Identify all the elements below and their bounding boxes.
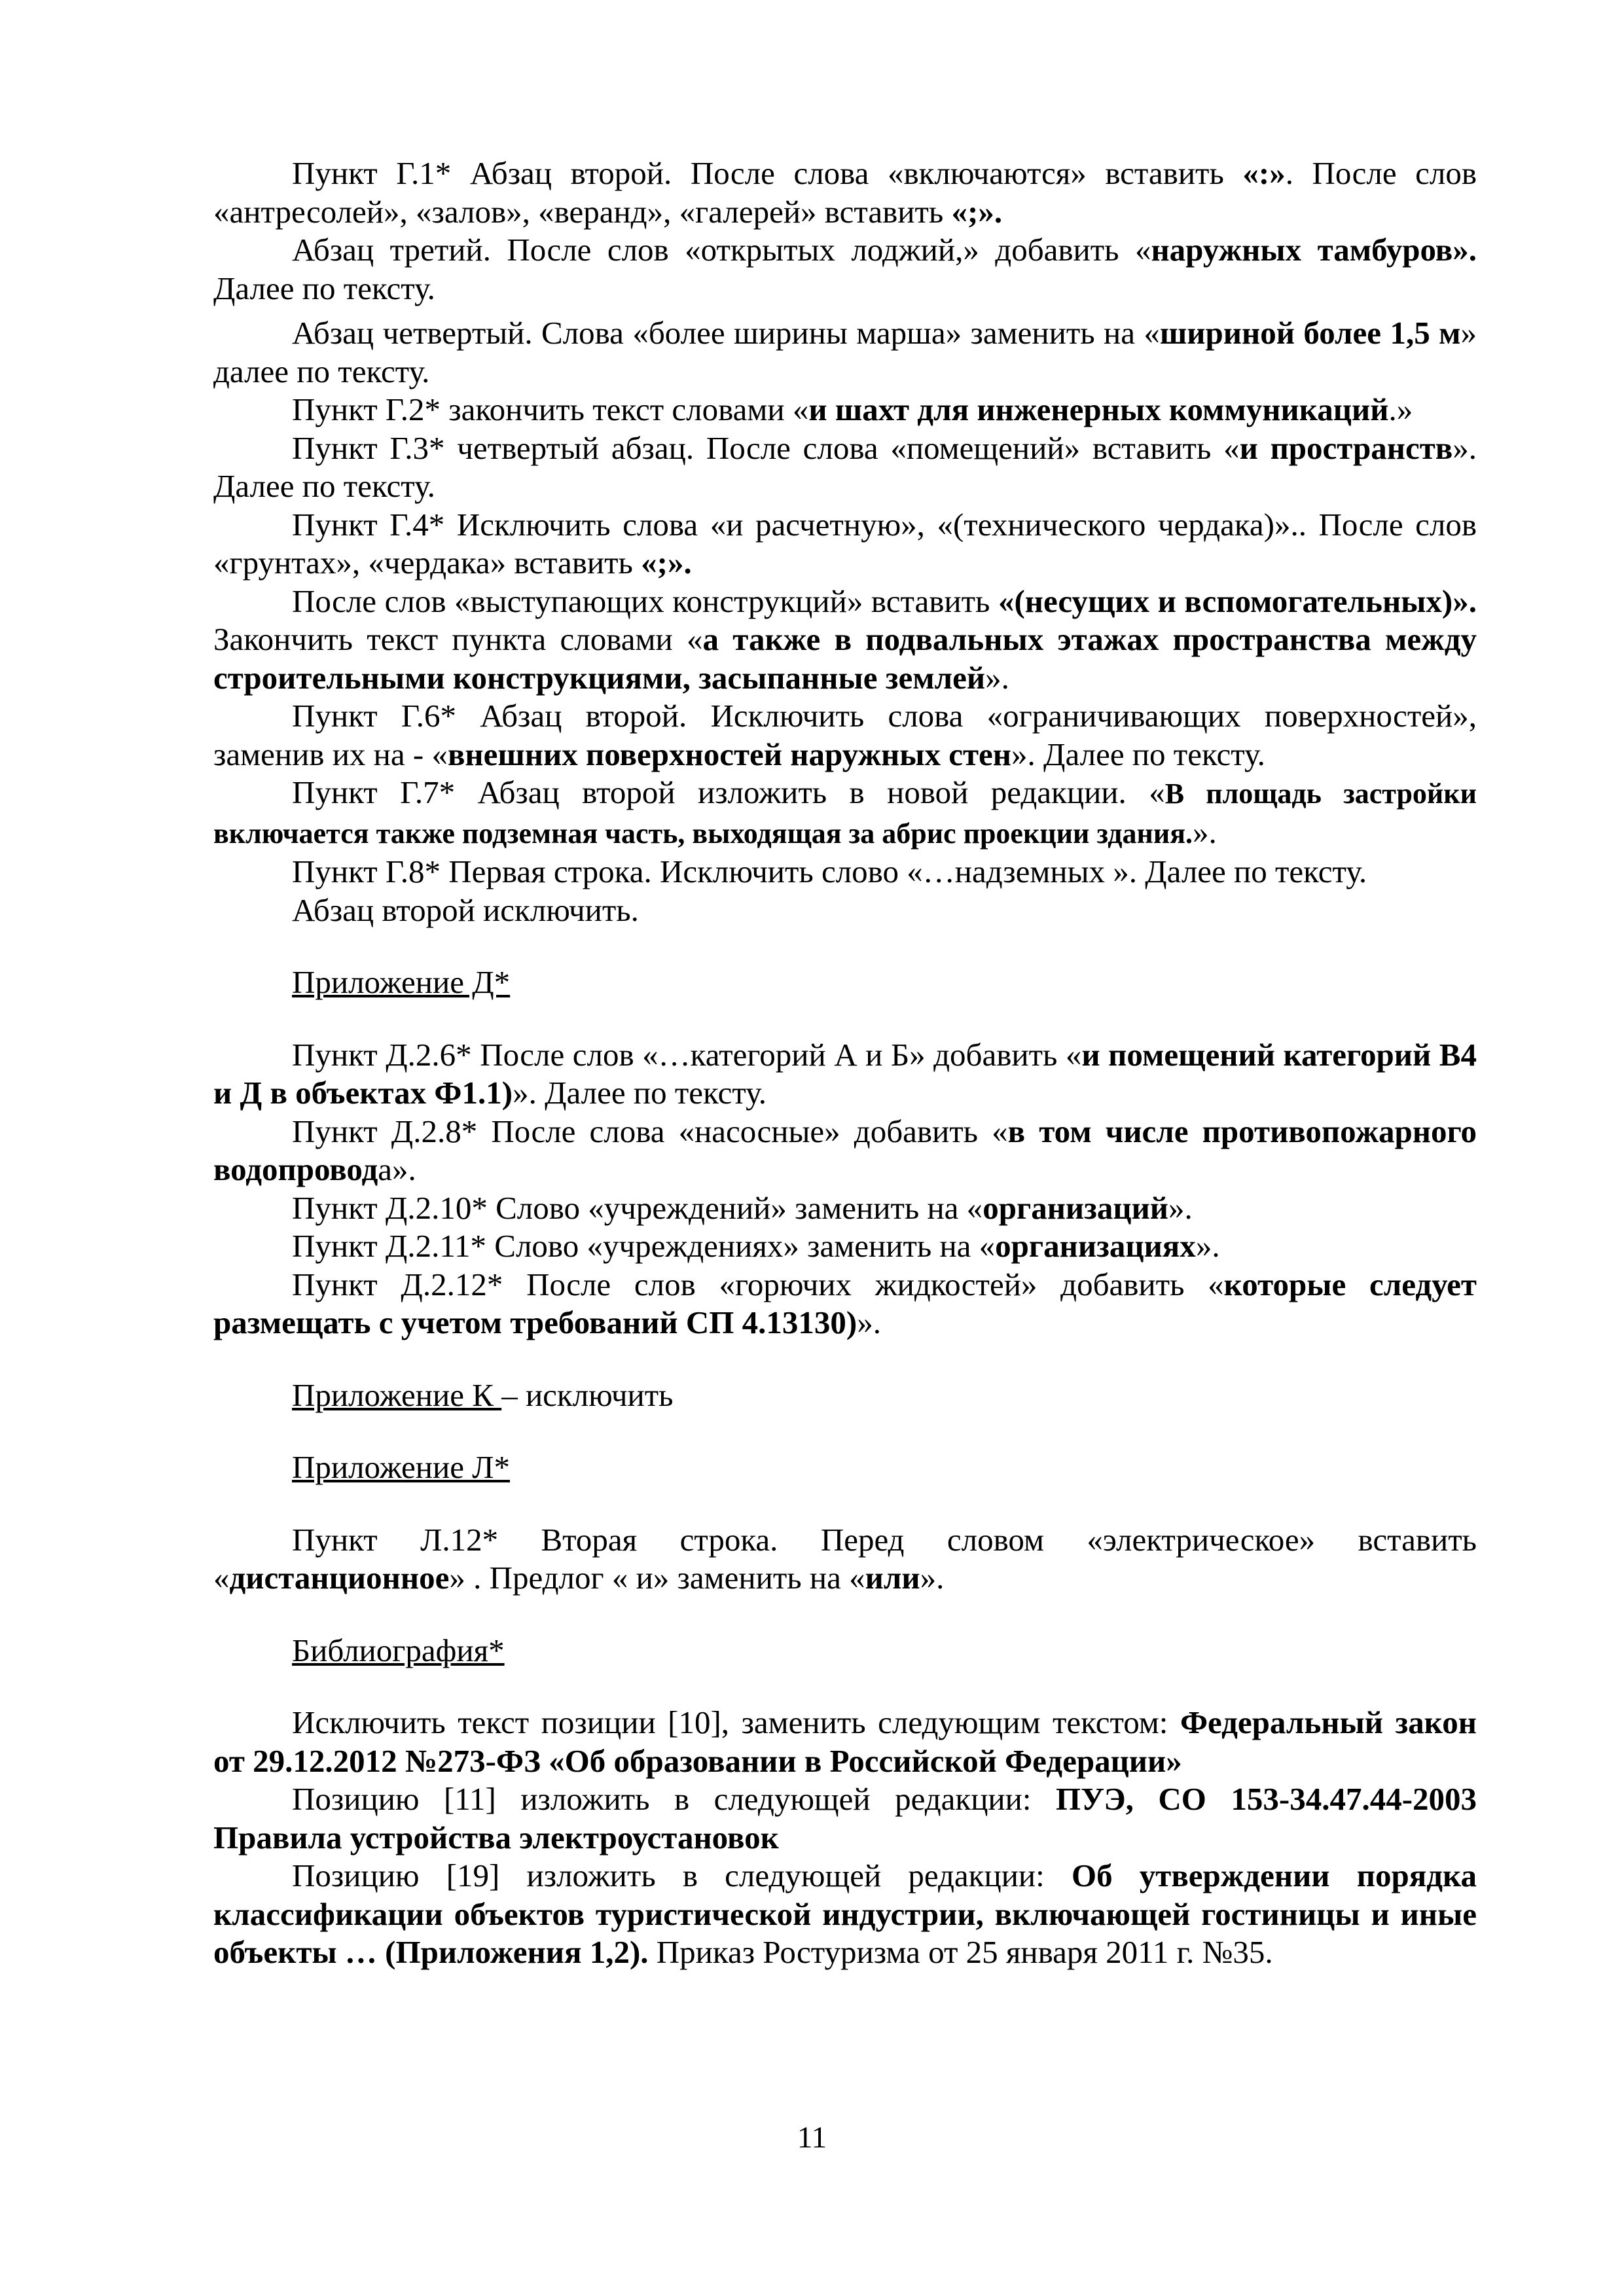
paragraph: [213, 1266, 1477, 1342]
plain-text: Пункт Г.6* Абзац второй. Исключить слова «ограничивающих поверхностей», заменив их на - «: [213, 698, 1477, 772]
paragraph: [213, 391, 1477, 429]
plain-text: Абзац третий. После слов «открытых лоджий,» добавить «: [292, 232, 1151, 268]
plain-text: » далее по тексту.: [213, 315, 1477, 389]
plain-text: Пункт Д.2.10* Слово «учреждений» заменить на «: [292, 1189, 983, 1226]
paragraph: [213, 154, 1477, 231]
plain-text: ».: [1168, 1189, 1193, 1226]
bold-text: и помещений категорий В4 и Д в объектах Ф1.1): [213, 1036, 1477, 1111]
paragraph: [213, 583, 1477, 698]
plain-text: ».: [985, 659, 1009, 696]
plain-text: Пункт Д.2.11* Слово «учреждениях» заменить на «: [292, 1228, 996, 1264]
bold-text: которые следует размещать с учетом требований СП 4.13130): [213, 1266, 1477, 1340]
plain-text: ». Далее по тексту.: [213, 429, 1477, 504]
plain-text: ». Далее по тексту.: [513, 1075, 767, 1111]
bold-text: «;».: [951, 193, 1003, 230]
plain-text: Пункт Г.4* Исключить слова «и расчетную», «(технического чердака)».. После слов «грунтах», «чердака» вставить: [213, 506, 1477, 581]
bold-text: В площадь застройки включается также подземная часть, выходящая за абрис проекции здания.: [213, 778, 1477, 850]
plain-text: Абзац четвертый. Слова «более ширины марша» заменить на «: [292, 315, 1160, 351]
plain-text: .»: [1388, 391, 1413, 427]
bold-text: «:»: [1242, 155, 1286, 191]
heading-text: Приложение Л*: [292, 1449, 510, 1485]
plain-text: Закончить текст пункта словами «: [213, 621, 703, 657]
bold-text: а также в подвальных этажах пространства между строительными конструкциями, засыпанные землей: [213, 621, 1477, 696]
bold-text: шириной более 1,5 м: [1159, 315, 1461, 351]
plain-text: Пункт Г.7* Абзац второй изложить в новой редакции. «: [292, 774, 1165, 810]
bold-text: внешних поверхностей наружных стен: [447, 736, 1012, 772]
paragraph: [213, 1113, 1477, 1189]
page-number: 11: [797, 2121, 827, 2155]
plain-text: а».: [378, 1151, 416, 1187]
bold-text: и шахт для инженерных коммуникаций: [808, 391, 1389, 427]
heading-text: Приложение Д*: [292, 964, 511, 1000]
section-bibliography: [213, 1704, 1477, 1972]
bold-text: «(несущих и вспомогательных)».: [998, 583, 1477, 619]
paragraph: [213, 697, 1477, 774]
plain-text: Пункт Л.12* Вторая строка. Перед словом «электрическое» вставить «: [213, 1521, 1477, 1596]
document-page: [213, 154, 1477, 1972]
plain-text: » . Предлог « и» заменить на «: [449, 1560, 865, 1596]
paragraph: [213, 1857, 1477, 1972]
plain-text: Пункт Г.2* закончить текст словами «: [292, 391, 809, 427]
plain-text: Позицию [11] изложить в следующей редакции:: [292, 1781, 1056, 1817]
paragraph: [213, 1036, 1477, 1113]
plain-text: ». Далее по тексту.: [1011, 736, 1265, 772]
plain-text: Абзац второй исключить.: [292, 891, 639, 928]
paragraph: [213, 1227, 1477, 1266]
plain-text: ».: [920, 1560, 945, 1596]
heading-text: Приложение К: [292, 1376, 502, 1413]
paragraph: [213, 429, 1477, 506]
paragraph: [213, 1704, 1477, 1780]
paragraph: [213, 1189, 1477, 1228]
section-d: [213, 1036, 1477, 1342]
bold-text: дистанционное: [229, 1560, 450, 1596]
bold-text: организациях: [995, 1228, 1196, 1264]
plain-text: Исключить текст позиции [10], заменить следующим текстом:: [292, 1704, 1180, 1740]
heading-suffix: – исключить: [501, 1376, 674, 1413]
bold-text: и пространств: [1239, 429, 1453, 466]
plain-text: ».: [857, 1304, 881, 1340]
plain-text: Приказ Ростуризма от 25 января 2011 г. №35.: [648, 1934, 1273, 1970]
paragraph: [213, 891, 1477, 930]
paragraph: [213, 231, 1477, 308]
section-l: [213, 1521, 1477, 1598]
plain-text: ».: [1193, 814, 1217, 850]
paragraph: [213, 506, 1477, 583]
paragraph: [213, 1521, 1477, 1598]
plain-text: После слов «выступающих конструкций» вставить: [292, 583, 998, 619]
section-heading-appendix-k: [213, 1376, 1477, 1415]
plain-text: Пункт Г.3* четвертый абзац. После слова «помещений» вставить «: [292, 429, 1240, 466]
plain-text: Далее по тексту.: [213, 270, 435, 306]
plain-text: Пункт Г.8* Первая строка. Исключить слово «…надземных ». Далее по тексту.: [292, 853, 1367, 889]
bold-text: Федеральный закон от 29.12.2012 №273-ФЗ «Об образовании в Российской Федерации»: [213, 1704, 1477, 1779]
plain-text: Пункт Д.2.6* После слов «…категорий А и Б» добавить «: [292, 1036, 1082, 1073]
paragraph: [213, 1780, 1477, 1857]
section-heading-bibliography: [213, 1632, 1477, 1670]
plain-text: Пункт Д.2.8* После слова «насосные» добавить «: [292, 1113, 1008, 1149]
plain-text: Позицию [19] изложить в следующей редакции:: [292, 1857, 1072, 1893]
bold-text: «;».: [641, 545, 692, 581]
paragraph: [213, 774, 1477, 853]
paragraph: [213, 314, 1477, 391]
heading-text: Библиография*: [292, 1632, 505, 1668]
bold-text: или: [865, 1560, 920, 1596]
plain-text: Пункт Г.1* Абзац второй. После слова «включаются» вставить: [292, 155, 1243, 191]
plain-text: Пункт Д.2.12* После слов «горючих жидкостей» добавить «: [292, 1266, 1224, 1302]
bold-text: Об утверждении порядка классификации объектов туристической индустрии, включающей гостиницы и иные объекты … (Приложения 1,2).: [213, 1857, 1477, 1970]
bold-text: ПУЭ, СО 153-34.47.44-2003 Правила устройства электроустановок: [213, 1781, 1477, 1856]
plain-text: ».: [1195, 1228, 1220, 1264]
bold-text: в том числе противопожарного водопровод: [213, 1113, 1477, 1187]
bold-text: наружных тамбуров».: [1151, 232, 1477, 268]
bold-text: организаций: [983, 1189, 1169, 1226]
paragraph: [213, 853, 1477, 891]
section-heading-appendix-l: [213, 1448, 1477, 1487]
section-heading-appendix-d: [213, 963, 1477, 1002]
plain-text: . После слов «антресолей», «залов», «веранд», «галерей» вставить: [213, 155, 1477, 230]
section-g: [213, 154, 1477, 929]
